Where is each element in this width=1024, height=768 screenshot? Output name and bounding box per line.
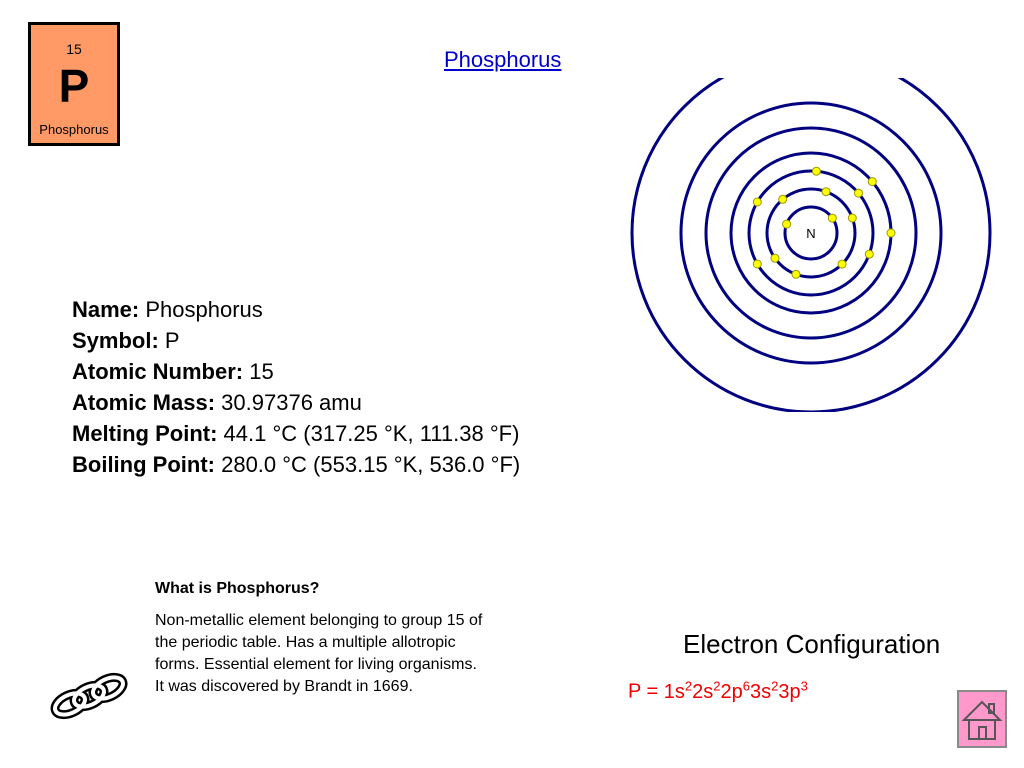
config-term: $2s^2$ (692, 678, 721, 703)
property-melting-point: Melting Point: 44.1 °C (317.25 °K, 111.38 °F) (72, 421, 520, 446)
what-is-section (155, 580, 575, 698)
config-term: $2p^6$ (720, 678, 750, 703)
property-atomic-number: Atomic Number: 15 (72, 359, 274, 384)
config-term: $3s^2$ (749, 678, 779, 703)
description-line: Non-metallic element belonging to group 15 of (155, 612, 483, 629)
config-term: $3p^3$ (778, 678, 808, 703)
home-button[interactable] (957, 690, 1007, 748)
properties-list (72, 294, 520, 480)
property-atomic-mass: Atomic Mass: 30.97376 amu (72, 390, 362, 415)
page-title-link[interactable]: Phosphorus (444, 47, 562, 72)
what-is-description (155, 610, 575, 698)
tile-atomic-number: 15 (66, 41, 82, 57)
tile-element-name: Phosphorus (39, 122, 109, 137)
electron (771, 254, 779, 262)
atom-diagram (628, 78, 994, 412)
description-line: the periodic table. Has a multiple allotropic (155, 634, 456, 651)
electron (822, 188, 830, 196)
orbit-rings (632, 78, 990, 412)
electron (753, 198, 761, 206)
tile-symbol: P (58, 60, 90, 112)
electron (779, 195, 787, 203)
description-line: forms. Essential element for living organisms. (155, 656, 477, 673)
description-line: It was discovered by Brandt in 1669. (155, 678, 413, 695)
electron (828, 214, 836, 222)
element-tile (28, 22, 120, 146)
electron (887, 229, 895, 237)
electron (848, 214, 856, 222)
property-name: Name: Phosphorus (72, 297, 263, 322)
chain-link-icon[interactable] (48, 672, 130, 720)
electron-configuration-title: Electron Configuration (683, 629, 941, 659)
electron (838, 260, 846, 268)
electron (855, 189, 863, 197)
property-boiling-point: Boiling Point: 280.0 °C (553.15 °K, 536.0 °F) (72, 452, 521, 477)
electron-configuration-formula: $P = 1s^22s^22p^63s^23p^3$ (628, 678, 808, 703)
electron (792, 270, 800, 278)
electron (865, 250, 873, 258)
config-term: $1s^2$ (663, 678, 693, 703)
home-icon (959, 692, 1005, 746)
electron (868, 178, 876, 186)
electron (753, 260, 761, 268)
property-symbol: Symbol: P (72, 328, 180, 353)
electron (783, 220, 791, 228)
nucleus-label: N (806, 226, 816, 241)
what-is-heading: What is Phosphorus? (155, 580, 320, 597)
electron (812, 167, 820, 175)
